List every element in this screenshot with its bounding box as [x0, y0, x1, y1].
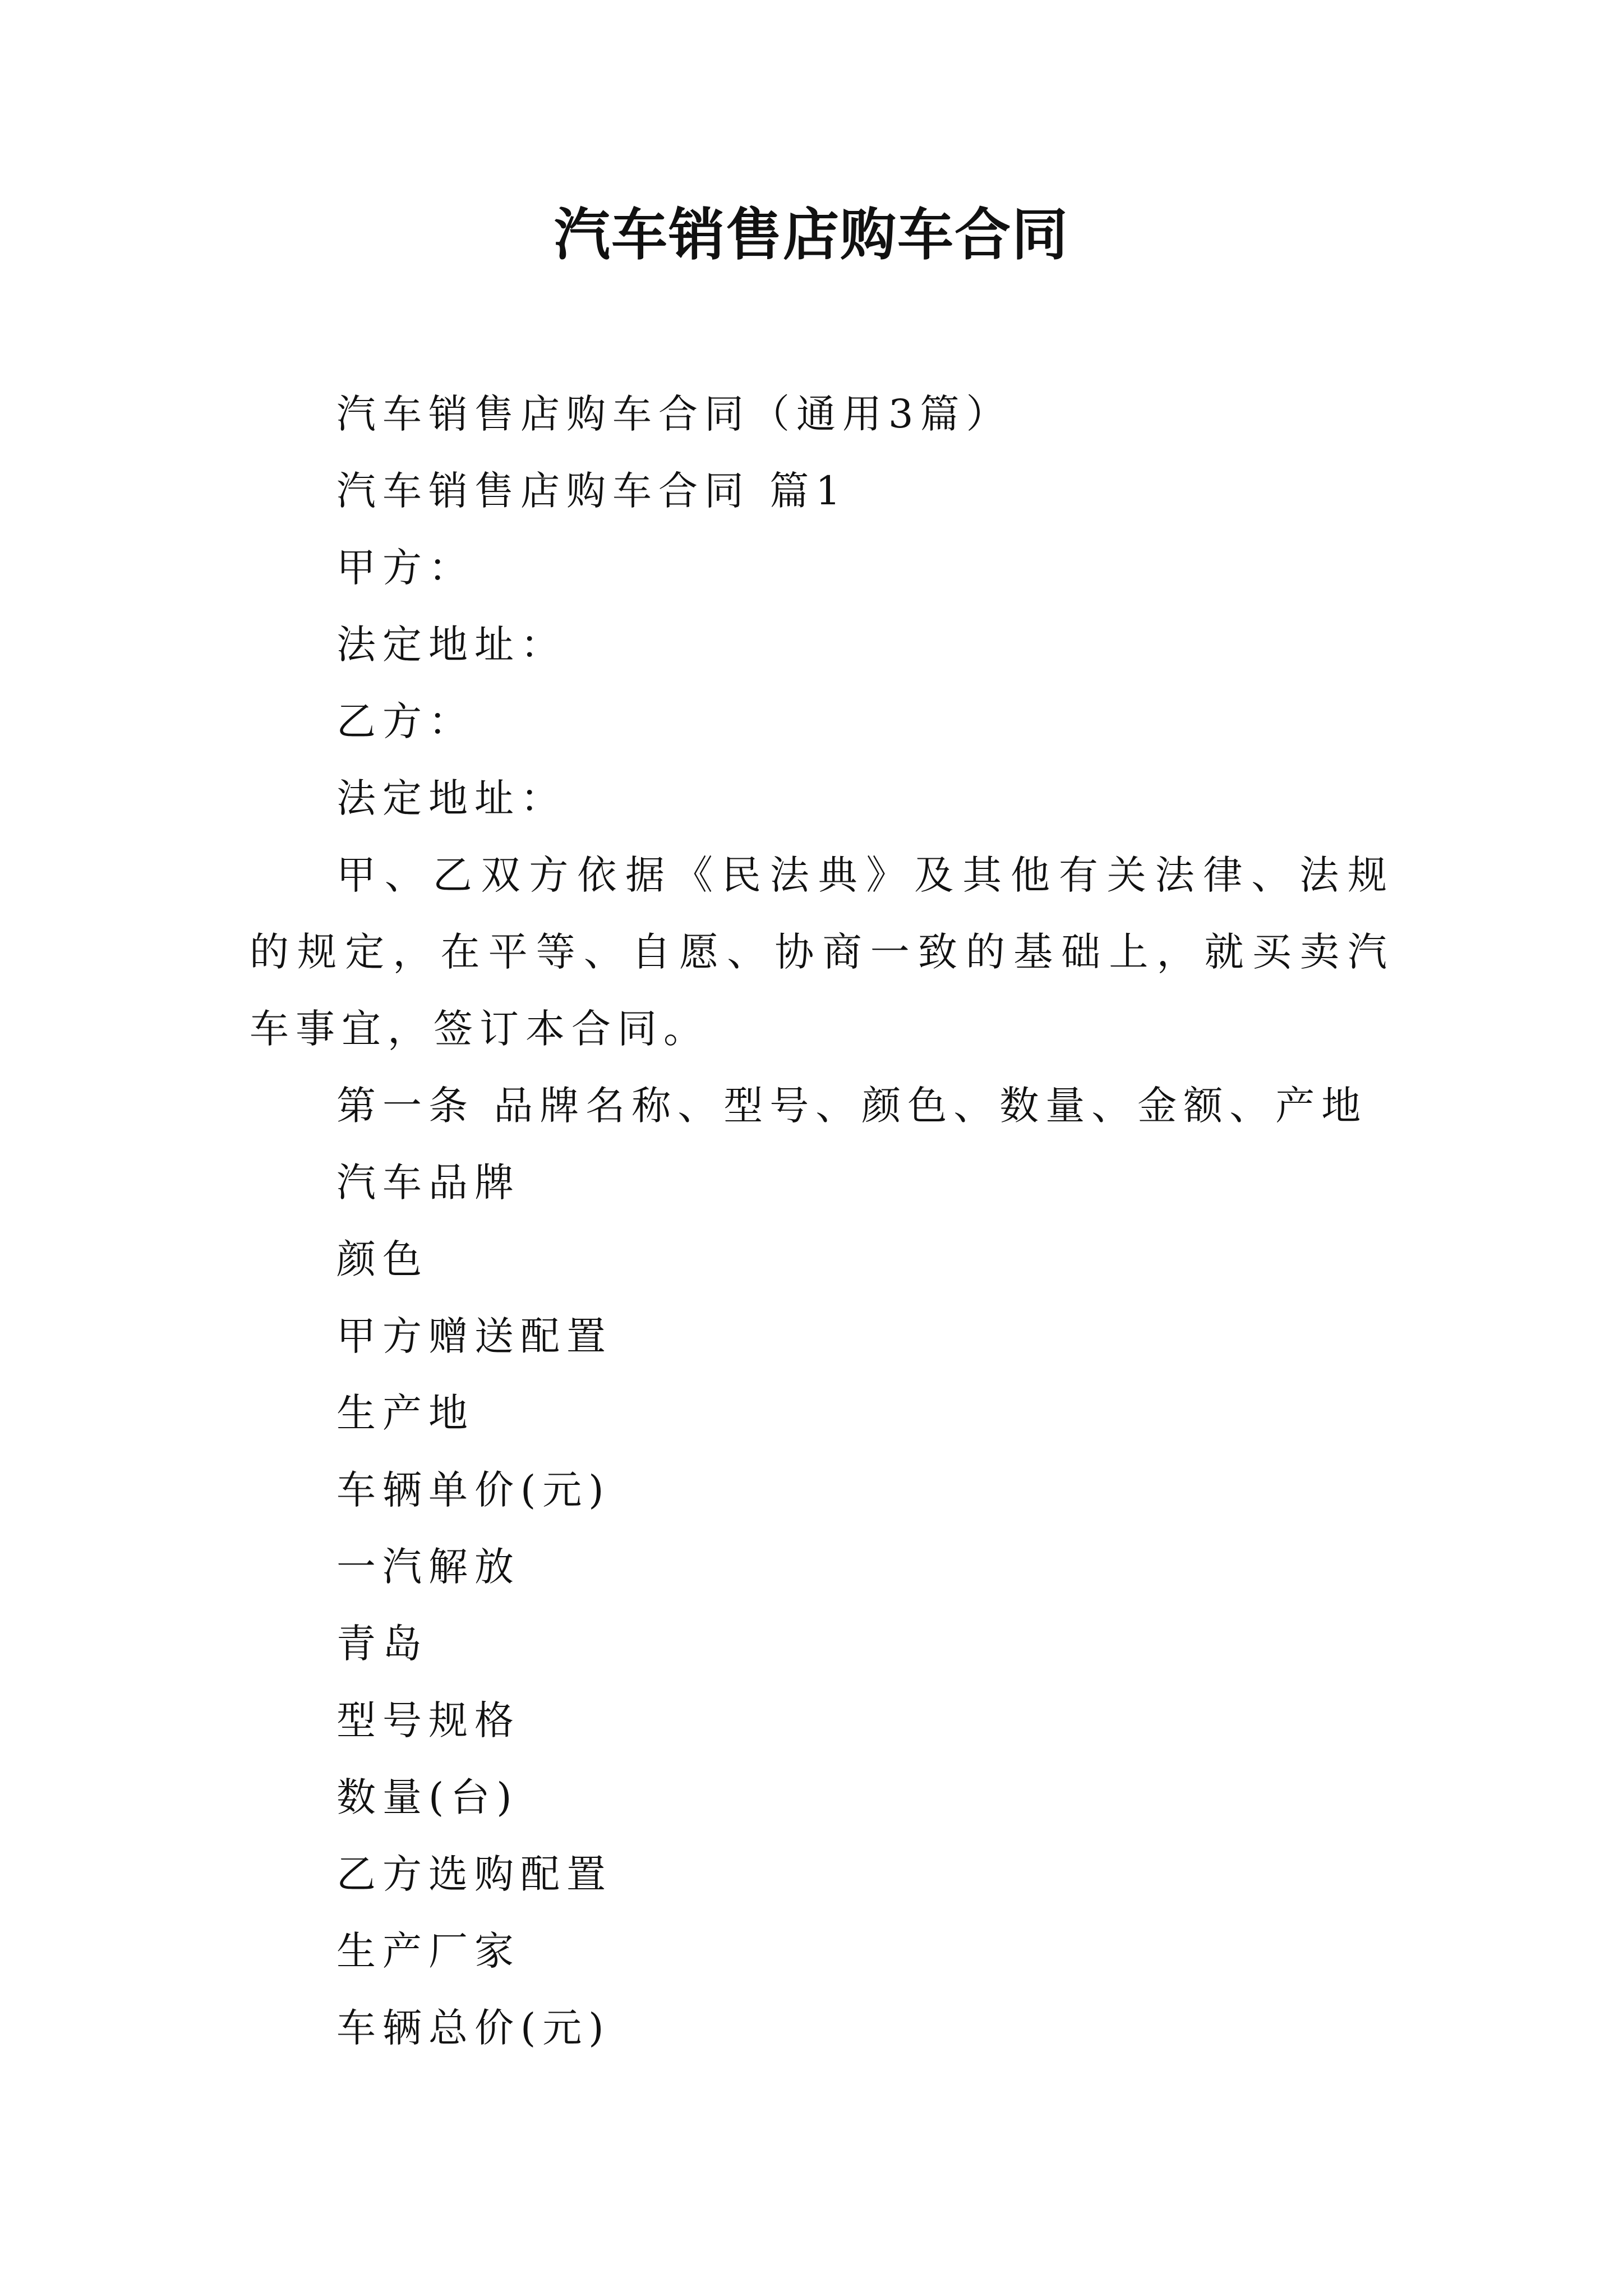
list-item: 型号规格 — [336, 1697, 520, 1743]
list-item: 颜色 — [336, 1236, 428, 1282]
list-item: 汽车品牌 — [336, 1159, 520, 1205]
list-item: 车辆总价(元) — [336, 2005, 611, 2051]
document-body — [250, 376, 1394, 2067]
party-b-label: 乙方： — [336, 698, 474, 744]
list-item: 甲方赠送配置 — [336, 1313, 612, 1359]
document-title: 汽车销售店购车合同 — [554, 201, 1069, 268]
list-item: 生产厂家 — [336, 1928, 520, 1974]
list-item: 青岛 — [336, 1621, 428, 1667]
list-item: 车辆单价(元) — [336, 1467, 611, 1513]
party-b-address-label: 法定地址： — [336, 775, 566, 821]
preamble-paragraph: 甲、乙双方依据《民法典》及其他有关法律、法规的规定，在平等、自愿、协商一致的基础上，就买卖汽车事宜，签订本合同。 — [250, 852, 1394, 1052]
list-item: 乙方选购配置 — [336, 1851, 612, 1897]
document-subtitle: 汽车销售店购车合同（通用3篇） — [336, 391, 1012, 437]
list-item: 数量(台) — [336, 1774, 519, 1820]
section-heading: 汽车销售店购车合同 篇1 — [336, 468, 847, 514]
party-a-address-label: 法定地址： — [336, 622, 566, 668]
party-a-label: 甲方： — [336, 545, 474, 591]
article-1-heading: 第一条 品牌名称、型号、颜色、数量、金额、产地 — [336, 1083, 1368, 1129]
list-item: 生产地 — [336, 1390, 474, 1436]
list-item: 一汽解放 — [336, 1544, 520, 1590]
